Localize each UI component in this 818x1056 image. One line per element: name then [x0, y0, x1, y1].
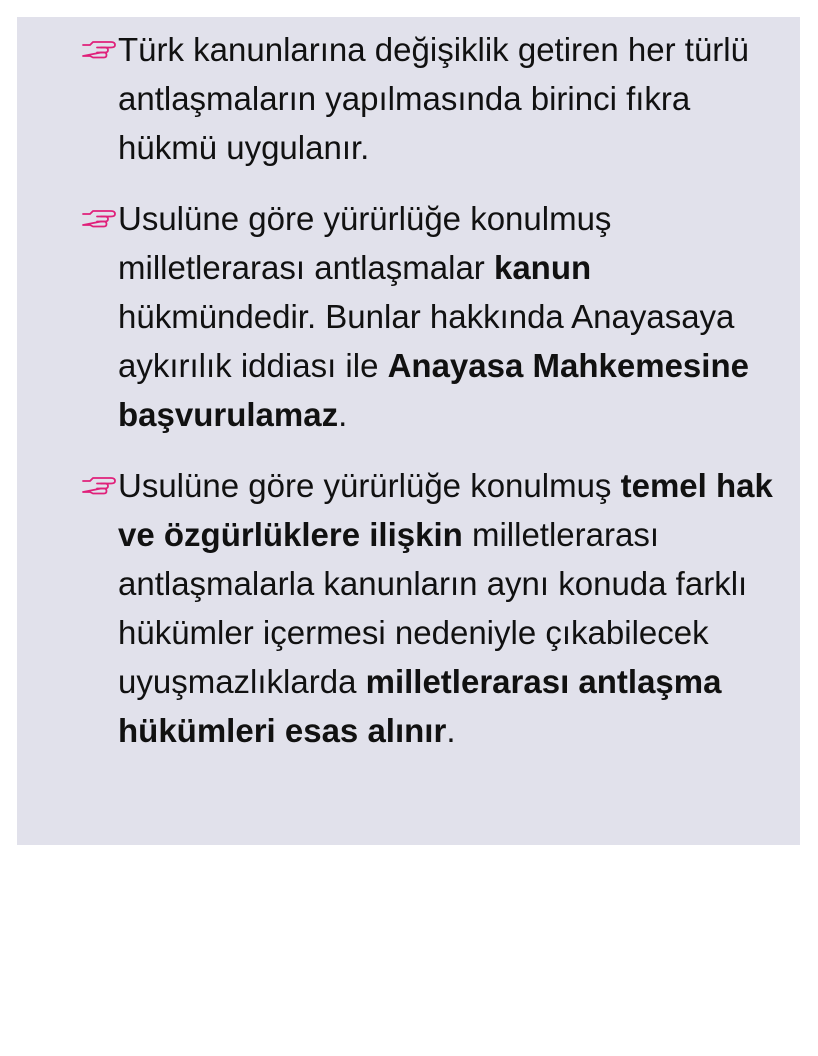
pointing-hand-icon: [81, 208, 119, 230]
bold-text-run: temel hak ve özgürlüklere ilişkin: [118, 467, 773, 553]
text-run: milletlerarası antlaşmalarla kanunların aynı konuda farklı hükümler içermesi nedeniyle çıkabilecek uyuşmazlıklarda: [118, 516, 748, 700]
text-run: Türk kanunlarına değişiklik getiren her türlü antlaşmaların yapılmasında birinci fıkra hükmü uygulanır.: [118, 31, 749, 166]
bullet-text: [118, 31, 749, 166]
bullet-text: [118, 467, 773, 749]
bullet-item: [17, 461, 800, 755]
bullet-item: [17, 194, 800, 439]
bold-text-run: Anayasa Mahkemesine başvurulamaz: [118, 347, 749, 433]
bold-text-run: milletlerarası antlaşma hükümleri esas alınır: [118, 663, 722, 749]
bullet-list: [17, 25, 800, 777]
pointing-hand-icon: [81, 39, 119, 61]
pointing-hand-icon: [81, 475, 119, 497]
text-run: Usulüne göre yürürlüğe konulmuş milletlerarası antlaşmalar: [118, 200, 612, 286]
content-panel: [17, 17, 800, 845]
text-run: hükmündedir. Bunlar hakkında Anayasaya aykırılık iddiası ile: [118, 298, 735, 384]
text-run: .: [446, 712, 456, 749]
bullet-item: [17, 25, 800, 172]
bullet-text: [118, 200, 749, 433]
bold-text-run: kanun: [493, 249, 592, 286]
text-run: .: [338, 396, 348, 433]
text-run: Usulüne göre yürürlüğe konulmuş: [118, 467, 621, 504]
